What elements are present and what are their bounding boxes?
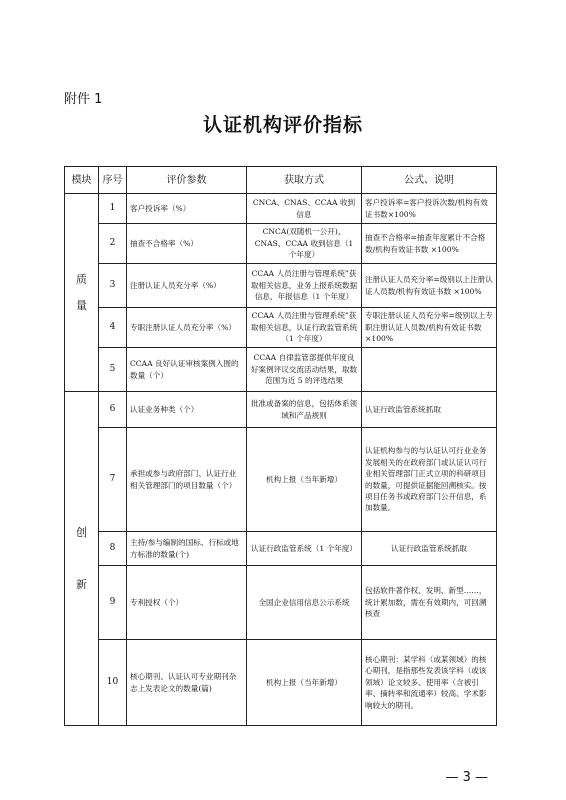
row-formula: 包括软件著作权、发明、新型……，统计累加数，需在有效期内，可回溯核查 [362,566,497,640]
row-formula: 抽查不合格率=抽查年度累计不合格数/机构有效证书数 ×100% [362,224,497,264]
table-row [65,392,497,428]
table-row [65,428,497,532]
row-no: 1 [99,194,127,224]
table-header-row [65,167,497,194]
row-no: 10 [99,640,127,726]
table-row [65,566,497,640]
row-no: 8 [99,532,127,566]
row-formula [362,348,497,392]
table-row [65,308,497,348]
row-formula: 注册认证人员充分率=级别以上注册认证人员数/机构有效证书数 ×100% [362,264,497,308]
indicator-table [64,166,497,726]
row-method: 机构上报（当年新增） [247,640,362,726]
row-no: 2 [99,224,127,264]
row-no: 4 [99,308,127,348]
table-row [65,348,497,392]
table-row [65,640,497,726]
row-no: 3 [99,264,127,308]
row-method: CCAA 自律监管部提供年度良好案例评议交流活动结果，取数范围为近 5 的评选结果 [247,348,362,392]
row-param: 专职注册认证人员充分率（%） [127,308,247,348]
row-method: 批准或备案的信息，包括体系领域和产品规则 [247,392,362,428]
attachment-label: 附件 1 [64,92,103,107]
module-quality [65,194,99,392]
row-method: 全国企业信用信息公示系统 [247,566,362,640]
col-header-module: 模块 [65,167,99,194]
row-param: 注册认证人员充分率（%） [127,264,247,308]
col-header-formula: 公式、说明 [362,167,497,194]
row-param: 核心期刊、认证认可专业期刊杂志上发表论文的数量(篇) [127,640,247,726]
page-number: — 3 — [445,770,488,785]
row-formula: 专职注册认证人员充分率=级别以上专职注册认证人员数/机构有效证书数 ×100% [362,308,497,348]
row-method: 机构上报（当年新增） [247,428,362,532]
row-formula: 客户投诉率=客户投诉次数/机构有效证书数×100% [362,194,497,224]
col-header-no: 序号 [99,167,127,194]
row-no: 5 [99,348,127,392]
row-formula: 认证机构参与的与认证认可行业业务发展相关的在政府部门或认证认可行业相关管理部门正式立项的科研项目的数量，可提供证据能回溯核实。按项目任务书或政府部门公开信息，系加数量。 [362,428,497,532]
row-method: 认证行政监管系统（1 个年度） [247,532,362,566]
row-param: 客户投诉率（%） [127,194,247,224]
row-method: CCAA 人员注册与管理系统”获取相关信息，认证行政监管系统（1 个年度） [247,308,362,348]
table-row [65,264,497,308]
row-param: 承担或参与政府部门、认证行业相关管理部门的项目数量（个） [127,428,247,532]
row-param: 认证业务种类（个） [127,392,247,428]
module-label: 创 新 [76,525,87,591]
table-row [65,532,497,566]
row-no: 9 [99,566,127,640]
row-param: 专利授权（个） [127,566,247,640]
row-method: CNCA(双随机一公开)、CNAS、CCAA 收到信息（1 个年度） [247,224,362,264]
row-formula: 核心期刊：某学科（或某领域）的核心期刊，是指那些发表该学科（或该领域）论文较多、使用率（含被引率、摘转率和流通率）较高、学术影响较大的期刊。 [362,640,497,726]
col-header-method: 获取方式 [247,167,362,194]
row-method: CNCA、CNAS、CCAA 收到信息 [247,194,362,224]
row-param: CCAA 良好认证审核案例入围的数量（个） [127,348,247,392]
row-method: CCAA 人员注册与管理系统”获取相关信息，业务上报系统数据信息，年报信息（1 个年度） [247,264,362,308]
row-no: 7 [99,428,127,532]
row-param: 抽查不合格率（%） [127,224,247,264]
module-label: 质 量 [76,272,87,312]
row-formula: 认证行政监管系统抓取 [362,532,497,566]
row-param: 主持/参与编制的国标、行标或地方标准的数量(个) [127,532,247,566]
table-row [65,194,497,224]
module-innovation [65,392,99,726]
row-formula: 认证行政监管系统抓取 [362,392,497,428]
col-header-param: 评价参数 [127,167,247,194]
row-no: 6 [99,392,127,428]
page-title: 认证机构评价指标 [202,114,363,136]
table-row [65,224,497,264]
